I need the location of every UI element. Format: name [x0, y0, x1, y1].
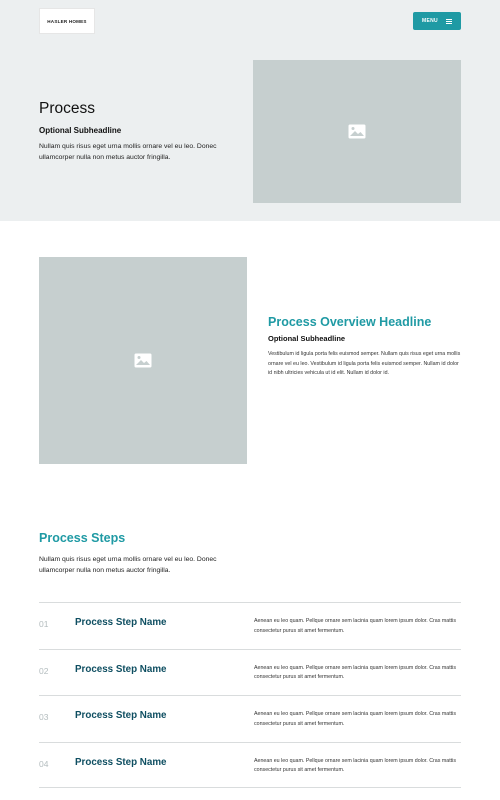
hero-body-text: Nullam quis risus eget urna mollis ornare vel eu leo. Donec ullamcorper nulla non metus auctor fringilla.	[39, 143, 217, 161]
overview-headline: Process Overview Headline	[268, 315, 432, 329]
hero-section	[0, 0, 500, 221]
step-number: 04	[39, 758, 49, 769]
step-name: Process Step Name	[75, 756, 167, 768]
hamburger-icon	[446, 19, 452, 24]
menu-button[interactable]	[413, 12, 461, 30]
step-row	[39, 602, 461, 649]
page-title: Process	[39, 100, 95, 117]
step-row	[39, 742, 461, 789]
hero-subheadline: Optional Subheadline	[39, 126, 122, 135]
menu-label: MENU	[422, 18, 438, 24]
step-description: Aenean eu leo quam. Pellque ornare sem lacinia quam lorem ipsum dolor. Cras mattis consectetur purus sit amet fermentum.	[254, 757, 456, 773]
step-row	[39, 695, 461, 742]
overview-image-placeholder	[39, 257, 247, 464]
hero-image-placeholder	[253, 60, 461, 203]
steps-list	[39, 602, 461, 788]
image-icon	[134, 353, 152, 368]
step-description: Aenean eu leo quam. Pellque ornare sem lacinia quam lorem ipsum dolor. Cras mattis consectetur purus sit amet fermentum.	[254, 711, 456, 727]
step-number: 02	[39, 665, 49, 676]
step-number: 01	[39, 619, 49, 629]
step-name: Process Step Name	[75, 663, 167, 675]
step-name: Process Step Name	[75, 710, 167, 721]
step-description: Aenean eu leo quam. Pellque ornare sem lacinia quam lorem ipsum dolor. Cras mattis consectetur purus sit amet fermentum.	[254, 664, 456, 680]
step-row	[39, 649, 461, 696]
overview-body-text: Vestibulum id ligula porta felis euismod semper. Nullam quis risus eget urna mollis ornare vel eu leo. Vestibulum id ligula porta felis euismod semper. Nullam id dolor id nibh ultricies vehicula ut id elit. Nullam id dolor id.	[268, 351, 461, 376]
logo[interactable]	[39, 8, 95, 34]
steps-intro-text: Nullam quis risus eget urna mollis ornare vel eu leo. Donec ullamcorper nulla non metus auctor fringilla.	[39, 556, 217, 574]
step-description: Aenean eu leo quam. Pellque ornare sem lacinia quam lorem ipsum dolor. Cras mattis consectetur purus sit amet fermentum.	[254, 618, 456, 634]
overview-subheadline: Optional Subheadline	[268, 334, 346, 343]
step-number: 03	[39, 712, 49, 722]
step-name: Process Step Name	[75, 617, 167, 628]
image-icon	[348, 124, 366, 139]
steps-headline: Process Steps	[39, 531, 126, 545]
logo-text: HASLER HOMES	[47, 18, 87, 24]
